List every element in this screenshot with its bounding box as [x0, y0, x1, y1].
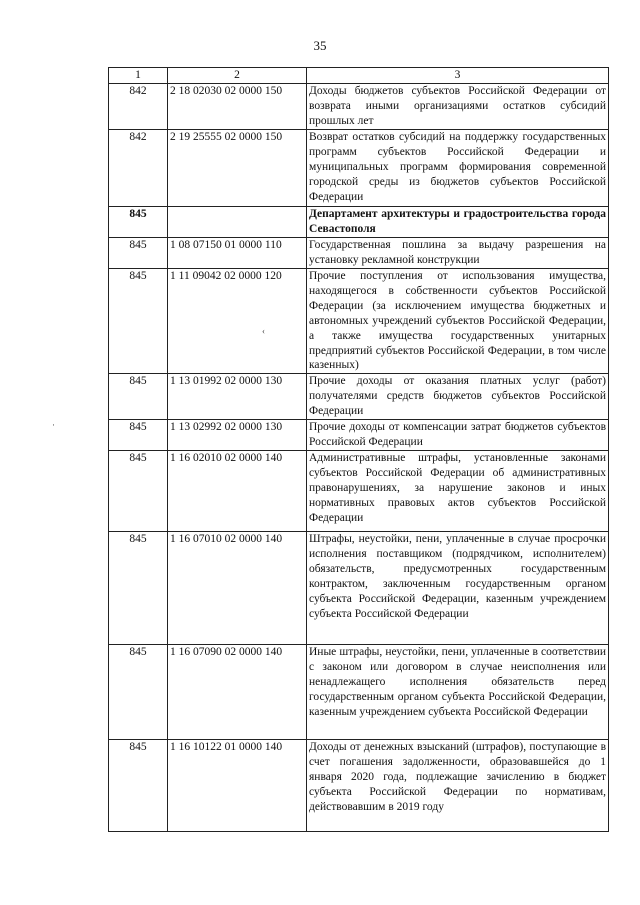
admin-code-cell: 845 — [109, 238, 168, 269]
table-row — [109, 84, 609, 130]
budget-code-cell: 1 16 07010 02 0000 140 — [168, 532, 307, 645]
admin-code-cell: 845 — [109, 451, 168, 532]
admin-code-cell: 845 — [109, 269, 168, 374]
table-row — [109, 420, 609, 451]
table-header-row — [109, 68, 609, 84]
column-header-3: 3 — [307, 68, 609, 84]
revenue-name-cell: Доходы бюджетов субъектов Российской Федерации от возврата иными организациями остатков субсидий прошлых лет — [307, 84, 609, 130]
table-row — [109, 238, 609, 269]
department-name-cell: Департамент архитектуры и градостроительства города Севастополя — [307, 207, 609, 238]
table-row — [109, 645, 609, 740]
revenue-name-cell: Штрафы, неустойки, пени, уплаченные в случае просрочки исполнения поставщиком (подрядчиком, исполнителем) обязательств, предусмотренных государственным контрактом, заключенным государственным органом субъекта Российской Федерации, казенным учреждением субъекта Российской Федерации — [307, 532, 609, 645]
budget-code-cell: 1 08 07150 01 0000 110 — [168, 238, 307, 269]
budget-code-cell — [168, 207, 307, 238]
admin-code-cell: 845 — [109, 374, 168, 420]
admin-code-cell: 845 — [109, 207, 168, 238]
table-row — [109, 130, 609, 207]
page-number: 35 — [313, 38, 327, 53]
department-row — [109, 207, 609, 238]
budget-code-cell: 2 19 25555 02 0000 150 — [168, 130, 307, 207]
table-row — [109, 532, 609, 645]
budget-code-cell: 1 16 10122 01 0000 140 — [168, 740, 307, 832]
revenue-name-cell: Доходы от денежных взысканий (штрафов), поступающие в счет погашения задолженности, образовавшейся до 1 января 2020 года, подлежащие зачислению в бюджет субъекта Российской Федерации по нормативам, действовавшим в 2019 году — [307, 740, 609, 832]
budget-code-cell: 1 11 09042 02 0000 120 — [168, 269, 307, 374]
scan-speck: · — [52, 420, 55, 430]
budget-code-cell: 1 16 07090 02 0000 140 — [168, 645, 307, 740]
budget-code-cell: 1 16 02010 02 0000 140 — [168, 451, 307, 532]
admin-code-cell: 845 — [109, 740, 168, 832]
column-header-2: 2 — [168, 68, 307, 84]
revenue-name-cell: Иные штрафы, неустойки, пени, уплаченные в соответствии с законом или договором в случае неисполнения или ненадлежащего исполнения обязательств перед государственным органом субъекта Российской Федерации, казенным учреждением субъекта Российской Федерации — [307, 645, 609, 740]
revenue-name-cell: Прочие доходы от компенсации затрат бюджетов субъектов Российской Федерации — [307, 420, 609, 451]
table-row — [109, 269, 609, 374]
column-header-1: 1 — [109, 68, 168, 84]
admin-code-cell: 845 — [109, 645, 168, 740]
admin-code-cell: 845 — [109, 420, 168, 451]
table-row — [109, 740, 609, 832]
budget-code-cell: 1 13 01992 02 0000 130 — [168, 374, 307, 420]
budget-code-cell: 1 13 02992 02 0000 130 — [168, 420, 307, 451]
scan-speck: ‹ — [262, 326, 265, 336]
revenue-name-cell: Государственная пошлина за выдачу разрешения на установку рекламной конструкции — [307, 238, 609, 269]
table-row — [109, 451, 609, 532]
revenue-name-cell: Административные штрафы, установленные законами субъектов Российской Федерации об административных правонарушениях, за нарушение законов и иных нормативных правовых актов субъектов Российской Федерации — [307, 451, 609, 532]
admin-code-cell: 842 — [109, 130, 168, 207]
revenue-name-cell: Прочие поступления от использования имущества, находящегося в собственности субъектов Российской Федерации (за исключением имущества бюджетных и автономных учреждений субъектов Российской Федерации, а также имущества государственных унитарных предприятий субъектов Российской Федерации, в том числе казенных) — [307, 269, 609, 374]
revenue-name-cell: Прочие доходы от оказания платных услуг (работ) получателями средств бюджетов субъектов Российской Федерации — [307, 374, 609, 420]
revenue-name-cell: Возврат остатков субсидий на поддержку государственных программ субъектов Российской Федерации и муниципальных программ формирования современной городской среды из бюджетов субъектов Российской Федерации — [307, 130, 609, 207]
revenue-codes-table — [108, 67, 609, 832]
table-row — [109, 374, 609, 420]
admin-code-cell: 845 — [109, 532, 168, 645]
admin-code-cell: 842 — [109, 84, 168, 130]
budget-code-cell: 2 18 02030 02 0000 150 — [168, 84, 307, 130]
